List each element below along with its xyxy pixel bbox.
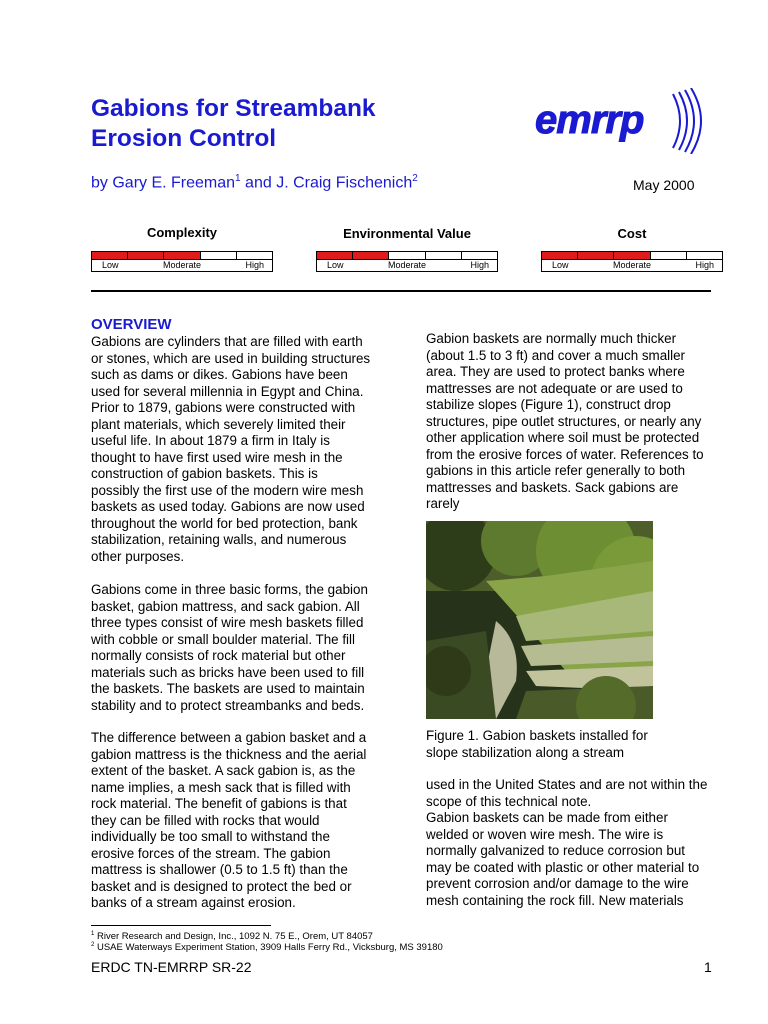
cost-low-label: Low	[552, 260, 569, 270]
environmental-value-moderate-label: Moderate	[387, 260, 427, 270]
footnote-2-text: USAE Waterways Experiment Station, 3909 Halls Ferry Rd., Vicksburg, MS 39180	[94, 942, 443, 954]
cost-moderate-label: Moderate	[612, 260, 652, 270]
complexity-title: Complexity	[146, 225, 218, 240]
author-2-footnote-mark: 2	[412, 173, 418, 184]
environmental-value-high-label: High	[470, 260, 489, 270]
gabion-photo	[426, 521, 653, 719]
overview-paragraph-2: Gabions come in three basic forms, the gabion basket, gabion mattress, and sack gabion. All three types consist of wire mesh baskets filled with cobble or small boulder material. The fill normally consists of rock material but other materials such as bricks have been used to fill the baskets. The baskets are used to maintain stability and to protect streambanks and beds.	[91, 582, 368, 713]
cost-scale	[541, 251, 723, 271]
authors-line	[91, 173, 418, 192]
complexity-high-label: High	[245, 260, 264, 270]
page-title	[91, 94, 451, 154]
emrrp-logo	[533, 88, 708, 154]
footnote-divider	[91, 925, 271, 926]
complexity-scale	[91, 251, 273, 271]
complexity-moderate-label: Moderate	[162, 260, 202, 270]
title-line-1: Gabions for Streambank	[91, 95, 376, 122]
footnote-1-text: River Research and Design, Inc., 1092 N. 75 E., Orem, UT 84057	[94, 931, 373, 943]
cost-high-label: High	[695, 260, 714, 270]
right-paragraph-1: Gabion baskets are normally much thicker (about 1.5 to 3 ft) and cover a much smaller area. They are used to protect banks where mattresses are not adequate or are used to stabilize slopes (Figure 1), construct drop structures, pipe outlet structures, or nearly any other application where soil must be protected from the erosive forces of water. References to gabions in this article refer generally to both mattresses and baskets. Sack gabions are rarely	[426, 331, 704, 511]
environmental-value-title: Environmental Value	[343, 226, 471, 241]
overview-paragraph-3: The difference between a gabion basket and a gabion mattress is the thickness and the aerial extent of the basket. A sack gabion is, as the name implies, a mesh sack that is filled with rock material. The benefit of gabions is that they can be filled with rocks that would individually be too small to withstand the erosive forces of the stream. The gabion mattress is shallower (0.5 to 1.5 ft) than the basket and is designed to protect the bed or banks of a stream against erosion.	[91, 730, 367, 910]
figure-caption: Figure 1. Gabion baskets installed for slope stabilization along a stream	[426, 728, 648, 760]
environmental-value-scale-fill	[316, 251, 498, 259]
publication-date: May 2000	[633, 177, 695, 193]
author-2: and J. Craig Fischenich	[240, 174, 413, 192]
cost-title: Cost	[617, 226, 647, 241]
footnote-1-number: 1	[91, 931, 95, 937]
document-id: ERDC TN-EMRRP SR-22	[91, 959, 252, 975]
footnote-2-number: 2	[91, 942, 95, 948]
header-divider	[91, 290, 711, 292]
overview-heading: OVERVIEW	[91, 316, 172, 333]
environmental-value-scale	[316, 251, 498, 271]
environmental-value-low-label: Low	[327, 260, 344, 270]
author-1-footnote-mark: 1	[235, 173, 241, 184]
complexity-low-label: Low	[102, 260, 119, 270]
title-line-2: Erosion Control	[91, 125, 277, 152]
logo-text: emrrp	[535, 98, 644, 142]
complexity-scale-fill	[91, 251, 273, 259]
footnote-2	[91, 940, 443, 953]
cost-scale-fill	[541, 251, 723, 259]
page-number: 1	[704, 959, 712, 975]
overview-paragraph-1: Gabions are cylinders that are filled with earth or stones, which are used in building structures such as dams or dikes. Gabions have been used for several millennia in Egypt and China. Prior to 1879, gabions were constructed with plant materials, which severely limited their useful life. In about 1879 a firm in Italy is thought to have first used wire mesh in the construction of gabion baskets. This is possibly the first use of the modern wire mesh baskets as used today. Gabions are now used throughout the world for bed protection, bank stabilization, retaining walls, and numerous other purposes.	[91, 334, 371, 564]
author-1: by Gary E. Freeman	[91, 174, 236, 192]
right-paragraph-2: used in the United States and are not within the scope of this technical note. Gabion baskets can be made from either welded or woven wire mesh. The wire is normally galvanized to reduce corrosion but may be coated with plastic or other material to prevent corrosion and/or damage to the wire mesh containing the rock fill. New materials	[426, 777, 708, 908]
